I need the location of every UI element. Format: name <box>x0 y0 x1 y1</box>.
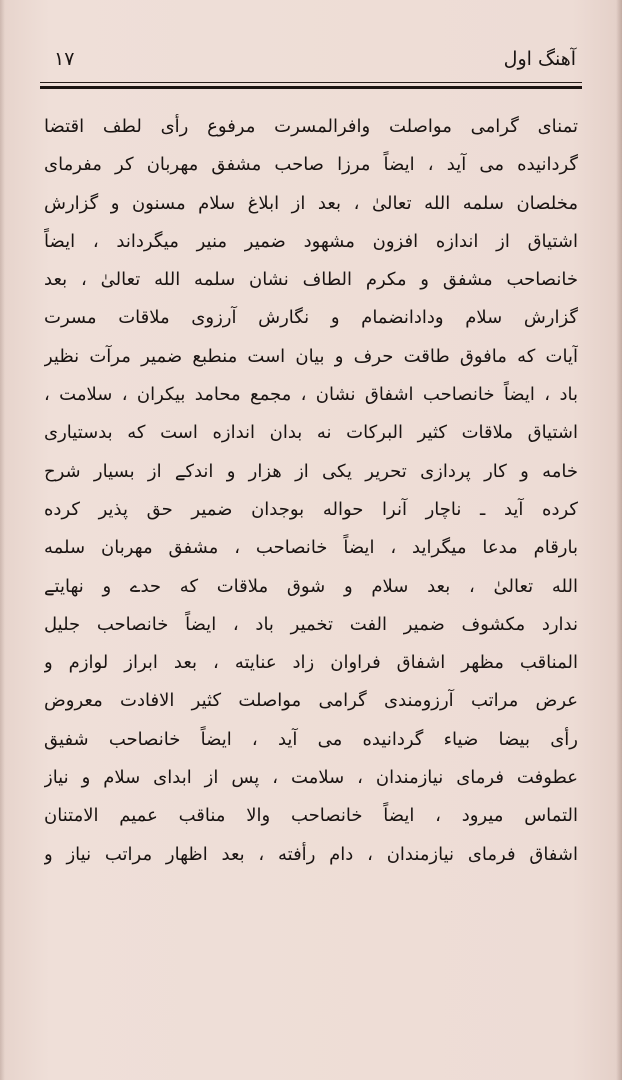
header-rule-thick <box>40 86 582 89</box>
text-line: آیات که مافوق طاقت حرف و بیان است منطبع ضمیر مرآت نظیر <box>44 345 578 367</box>
text-line: مخلصان سلمه الله تعالیٰ ، بعد از ابلاغ سلام مسنون و گزارش <box>44 192 578 214</box>
text-line: رأی بیضا ضیاء گردانیده می آید ، ایضاً خانصاحب شفیق <box>44 728 578 750</box>
chapter-title: آهنگ اول <box>503 48 576 70</box>
text-line: الله تعالیٰ ، بعد سلام و شوق ملاقات که حدے و نهایتے <box>44 575 578 597</box>
page-number: ۱۷ <box>54 48 75 70</box>
text-line: عرض مراتب آرزومندی گرامی مواصلت کثیر الافادت معروض <box>44 690 578 712</box>
body-text <box>44 108 578 874</box>
text-line: خامه و کار پردازی تحریر یکی از هزار و اندکے از بسیار شرح <box>44 460 578 482</box>
text-line: کرده آید ـ ناچار آنرا حواله بوجدان ضمیر حق پذیر کرده <box>44 498 578 520</box>
page-right-edge <box>616 0 622 1080</box>
running-header <box>40 44 582 90</box>
text-line: گردانیده می آید ، ایضاً مرزا صاحب مشفق مهربان کر مفرمای <box>44 154 578 176</box>
text-line: اشتیاق ملاقات کثیر البرکات نه بدان اندازه است که بدستیاری <box>44 422 578 444</box>
text-line: اشفاق فرمای نیازمندان ، دام رأفته ، بعد اظهار مراتب نیاز و <box>44 843 578 865</box>
text-line: التماس میرود ، ایضاً خانصاحب والا مناقب عمیم الامتنان <box>44 805 578 827</box>
page-left-edge <box>0 0 5 1080</box>
text-line: بارقام مدعا میگراید ، ایضاً خانصاحب ، مشفق مهربان سلمه <box>44 537 578 559</box>
text-line: ندارد مکشوف ضمیر الفت تخمیر باد ، ایضاً خانصاحب جلیل <box>44 613 578 635</box>
text-line: تمنای گرامی مواصلت وافرالمسرت مرفوع رأی لطف اقتضا <box>44 116 578 137</box>
text-line: اشتیاق از اندازه افزون مشهود ضمیر منیر میگرداند ، ایضاً <box>44 230 578 252</box>
text-line: عطوفت فرمای نیازمندان ، سلامت ، پس از ابدای سلام و نیاز <box>44 767 578 789</box>
text-line: خانصاحب مشفق و مکرم الطاف نشان سلمه الله تعالیٰ ، بعد <box>44 269 578 291</box>
text-line: المناقب مظهر اشفاق فراوان زاد عنایته ، بعد ابراز لوازم و <box>44 652 578 674</box>
text-line: باد ، ایضاً خانصاحب اشفاق نشان ، مجمع محامد بیکران ، سلامت ، <box>44 384 578 406</box>
text-line: گزارش سلام ودادانضمام و نگارش آرزوی ملاقات مسرت <box>44 307 578 329</box>
header-rule-thin <box>40 82 582 83</box>
